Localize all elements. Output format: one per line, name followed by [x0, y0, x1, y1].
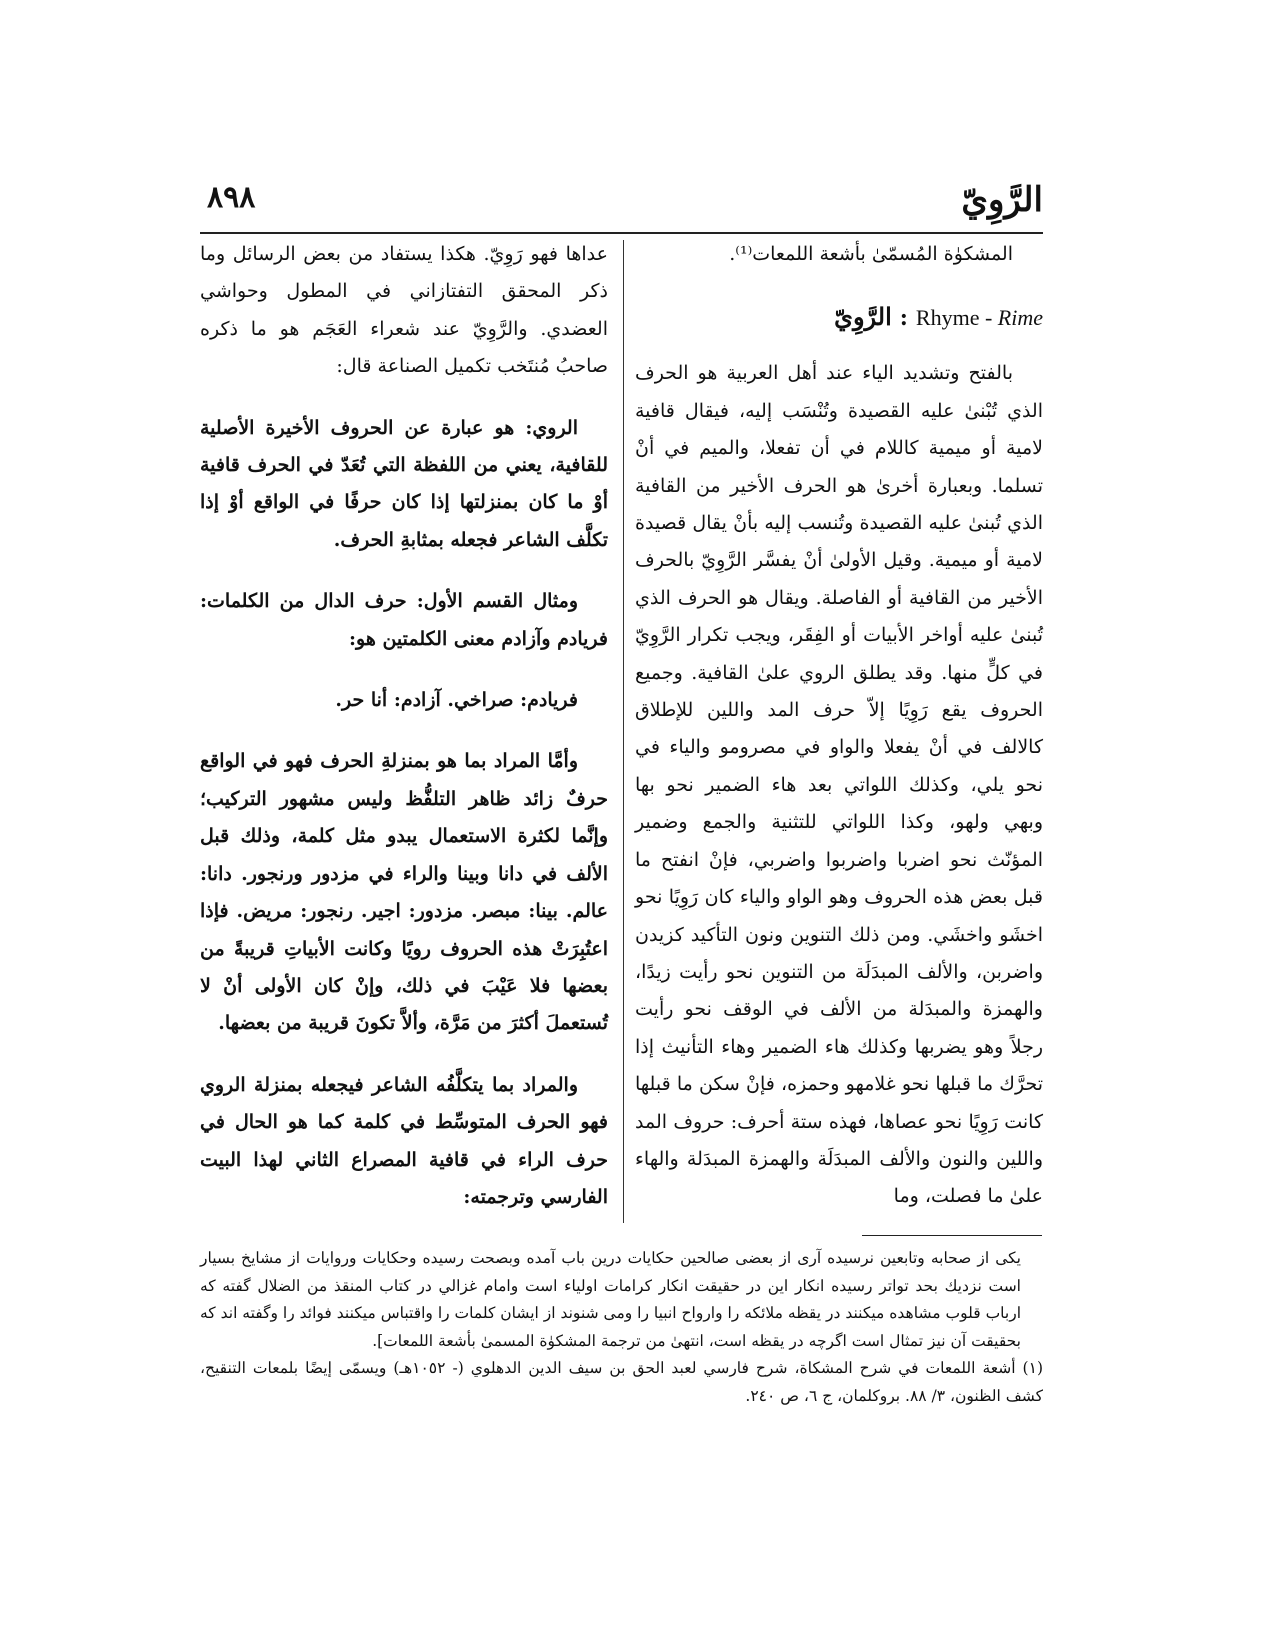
paragraph-gap	[200, 1043, 608, 1067]
paragraph-gap	[200, 658, 608, 682]
header-rule	[200, 232, 1043, 234]
paragraph-gap	[200, 559, 608, 583]
footnote-1-number: (١)	[1022, 1359, 1043, 1377]
paragraph-gap	[200, 719, 608, 743]
footnote-rule	[862, 1235, 1042, 1236]
page-number: ٨٩٨	[207, 180, 256, 215]
left-column	[200, 236, 608, 1216]
right-column	[635, 236, 1043, 1216]
quoted-example: ومثال القسم الأول: حرف الدال من الكلمات: فريادم وآزادم معنى الكلمتين هو:	[200, 590, 608, 650]
entry-separator: :	[899, 305, 908, 332]
entry-body-continued: عداها فهو رَوِيّ. هكذا يستفاد من بعض الرسائل وما ذكر المحقق التفتازاني في المطول وحواشي العضدي. والرَّوِيّ عند شعراء العَجَم هو ما ذكره صاحبُ مُنتَخب تكميل الصناعة قال:	[200, 243, 608, 378]
quoted-conclusion: والمراد بما يتكلَّفُه الشاعر فيجعله بمنزلة الروي فهو الحرف المتوسِّط في كلمة كما هو الحال في حرف الراء في قافية المصراع الثاني لهذا البيت الفارسي وترجمته:	[200, 1073, 608, 1208]
entry-headword: الرَّوِيّ	[834, 302, 892, 332]
entry-heading	[635, 291, 1043, 343]
footnote-1-text: أشعة اللمعات في شرح المشكاة، شرح فارسي لعبد الحق بن سيف الدين الدهلوي (- ١٠٥٢هـ) ويسمّى إيضًا بلمعات التنقيح، كشف الظنون، ٣/ ٨٨. بروكلمان، ج ٦، ص ٢٤٠.	[200, 1359, 1043, 1405]
entry-translation	[916, 292, 1043, 344]
footnote-1	[200, 1355, 1043, 1410]
entry-french: Rime	[997, 305, 1043, 331]
continuation-text: المشكوٰة المُسمّىٰ بأشعة اللمعات⁽¹⁾.	[729, 243, 1013, 265]
quoted-definition: الروي: هو عبارة عن الحروف الأخيرة الأصلية للقافية، يعني من اللفظة التي تُعَدّ في الحرف قافية أوْ ما كان بمنزلتها إذا كان حرفًا في الواقع أوْ إذا تكلَّف الشاعر فجعله بمثابةِ الحرف.	[200, 416, 608, 551]
quoted-explanation: وأمَّا المراد بما هو بمنزلةِ الحرف فهو في الواقع حرفٌ زائد ظاهر التلفُّظ وليس مشهور التركيب؛ وإنَّما لكثرة الاستعمال يبدو مثل كلمة، وذلك قبل الألف في دانا وبينا والراء في مزدور ورنجور. دانا: عالم. بينا: مبصر. مزدور: اجير. رنجور: مريض. فإذا اعتُبِرَتْ هذه الحروف رويًا وكانت الأبياتِ قريبةً من بعضها فلا عَيْبَ في ذلك، وإنْ كان الأولى أنْ لا تُستعملَ أكثرَ من مَرَّة، وألاَّ تكونَ قريبة من بعضها.	[200, 750, 608, 1035]
quoted-glossary: فريادم: صراخي. آزادم: أنا حر.	[335, 689, 578, 712]
running-head: الرَّوِيّ	[961, 180, 1043, 220]
column-divider	[623, 240, 624, 1223]
footnotes	[200, 1245, 1043, 1410]
footnote-persian: يكى از صحابه وتابعين نرسيده آرى از بعضى صالحين حكايات درين باب آمده وبصحت رسيده وحكايات وروايات از مشايخ بسيار است نزديك بحد تواتر رسيده انكار اين در حقيقت انكار كرامات اولياء است وامام غزالي در كتاب المنقذ من الضلال گفته كه ارباب قلوب مشاهده ميكنند در يقظه ملائكه را وارواح انبيا را ومى شنوند از ايشان كلمات را واقتباس ميكنند فوائد را وگفته اند كه بحقيقت آن نيز تمثال است اگرچه در يقظه است، انتهىٰ من ترجمة المشكوٰة المسمىٰ بأشعة اللمعات].	[200, 1249, 1021, 1350]
entry-body: بالفتح وتشديد الياء عند أهل العربية هو الحرف الذي تُبْنىٰ عليه القصيدة وتُنْسَب إليه، فيقال قافية لامية أو ميمية كاللام في أن تفعلا، والميم في أنْ تسلما. وبعبارة أخرىٰ هو الحرف الأخير من القافية الذي تُبنىٰ عليه القصيدة وتُنسب إليه بأنْ يقال قصيدة لامية أو ميمية. وقيل الأولىٰ أنْ يفسَّر الرَّوِيّ بالحرف الأخير من القافية أو الفاصلة. ويقال هو الحرف الذي تُبنىٰ عليه أواخر الأبيات أو الفِقَر، ويجب تكرار الرَّوِيّ في كلٍّ منها. وقد يطلق الروي علىٰ القافية. وجميع الحروف يقع رَوِيًا إلاّ حرف المد واللين للإطلاق كالالف في أنْ يفعلا والواو في مصرومو والياء في نحو يلي، وكذلك اللواتي بعد هاء الضمير نحو بها وبهي ولهو، وكذا اللواتي للتثنية والجمع وضمير المؤنّث نحو اضربا واضربوا واضربي، فإنْ انفتح ما قبل بعض هذه الحروف وهو الواو والياء كان رَوِيًا نحو اخشَو واخشَي. ومن ذلك التنوين ونون التأكيد كزيدن واضربن، والألف المبدَلَة من التنوين نحو رأيت زيدًا، والهمزة والمبدَلة من الألف في الوقف نحو رأيت رجلاً وهو يضربها وكذلك هاء الضمير وهاء التأنيث إذا تحرَّك ما قبلها نحو غلامهو وحمزه، فإنْ سكن ما قبلها كانت رَوِيًا نحو عصاها، فهذه ستة أحرف: حروف المد واللين والنون والألف المبدَلَة والهمزة المبدَلة والهاء علىٰ ما فصلت، وما	[635, 362, 1043, 1208]
entry-english: Rhyme -	[915, 305, 998, 331]
paragraph-gap	[200, 386, 608, 410]
